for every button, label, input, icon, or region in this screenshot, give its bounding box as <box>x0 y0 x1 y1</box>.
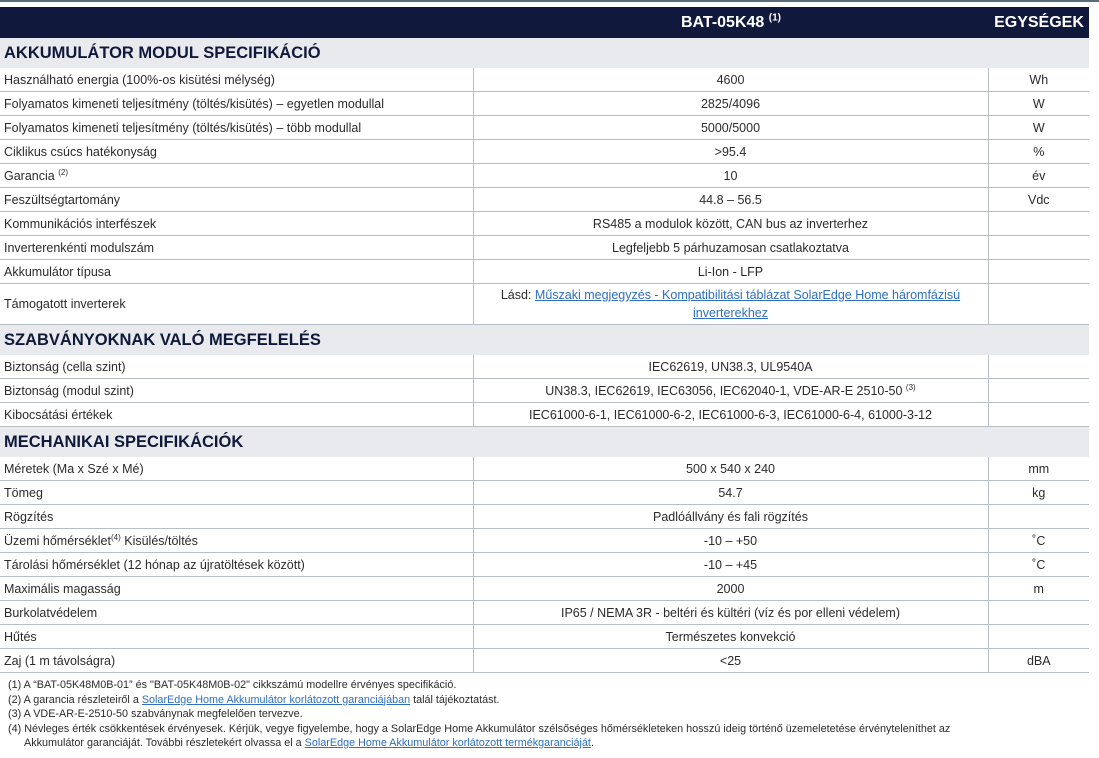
section-title: MECHANIKAI SPECIFIKÁCIÓK <box>0 427 1089 458</box>
row-value: 2000 <box>473 577 988 601</box>
row-unit <box>988 355 1089 379</box>
table-row <box>0 140 1089 164</box>
section-title: SZABVÁNYOKNAK VALÓ MEGFELELÉS <box>0 325 1089 356</box>
footnote-ref: (2) <box>58 167 68 177</box>
row-label: Burkolatvédelem <box>0 601 473 625</box>
table-row <box>0 625 1089 649</box>
row-unit <box>988 403 1089 427</box>
footnotes <box>8 678 1088 751</box>
row-value: Li-Ion - LFP <box>473 260 988 284</box>
table-row <box>0 236 1089 260</box>
row-label: Folyamatos kimeneti teljesítmény (töltés/kisütés) – több modullal <box>0 116 473 140</box>
row-value: 4600 <box>473 68 988 92</box>
table-row <box>0 284 1089 325</box>
row-unit: W <box>988 116 1089 140</box>
row-value-text: UN38.3, IEC62619, IEC63056, IEC62040-1, VDE-AR-E 2510-50 <box>545 383 903 398</box>
row-label: Zaj (1 m távolságra) <box>0 649 473 673</box>
section-mechanical <box>0 427 1089 458</box>
row-label: Méretek (Ma x Szé x Mé) <box>0 457 473 481</box>
table-row <box>0 92 1089 116</box>
row-value-prefix: Lásd: <box>500 288 535 302</box>
row-unit <box>988 505 1089 529</box>
row-label-suffix: Kisülés/töltés <box>120 533 198 548</box>
footnote-4-continued <box>8 736 1088 751</box>
table-row <box>0 601 1089 625</box>
table-row <box>0 649 1089 673</box>
section-standards <box>0 325 1089 356</box>
row-unit <box>988 236 1089 260</box>
row-unit <box>988 601 1089 625</box>
row-label: Feszültségtartomány <box>0 188 473 212</box>
footnote-2 <box>8 693 1088 708</box>
row-label: Biztonság (modul szint) <box>0 379 473 403</box>
table-row <box>0 212 1089 236</box>
row-unit <box>988 625 1089 649</box>
footnote-text: . <box>590 737 594 749</box>
row-unit <box>988 260 1089 284</box>
table-row <box>0 164 1089 188</box>
table-row <box>0 553 1089 577</box>
row-value <box>473 379 988 403</box>
row-unit <box>988 212 1089 236</box>
section-battery <box>0 38 1089 68</box>
row-label: Maximális magasság <box>0 577 473 601</box>
model-name: BAT-05K48 <box>681 14 765 31</box>
row-label: Inverterenkénti modulszám <box>0 236 473 260</box>
row-unit: kg <box>988 481 1089 505</box>
row-unit: dBA <box>988 649 1089 673</box>
row-label <box>0 164 473 188</box>
footnote-text: (2) A garancia részleteiről a <box>8 693 142 706</box>
product-warranty-link[interactable]: SolarEdge Home Akkumulátor korlátozott termékgaranciáját <box>304 737 591 749</box>
table-header <box>0 7 1089 38</box>
row-value: 54.7 <box>473 481 988 505</box>
row-value: 500 x 540 x 240 <box>473 457 988 481</box>
row-value: 10 <box>473 164 988 188</box>
row-value: 5000/5000 <box>473 116 988 140</box>
row-unit: m <box>988 577 1089 601</box>
units-header: EGYSÉGEK <box>994 14 1084 31</box>
row-value: -10 – +50 <box>473 529 988 553</box>
row-label: Kommunikációs interfészek <box>0 212 473 236</box>
row-label-text: Garancia <box>4 168 55 183</box>
table-row <box>0 188 1089 212</box>
row-label <box>0 529 473 553</box>
row-label: Támogatott inverterek <box>0 284 473 325</box>
row-label: Tárolási hőmérséklet (12 hónap az újratöltések között) <box>0 553 473 577</box>
footnote-text: Akkumulátor garanciáját. További részletekért olvassa el a <box>24 737 305 749</box>
footnote-ref: (3) <box>905 382 916 392</box>
row-value: RS485 a modulok között, CAN bus az inverterhez <box>473 212 988 236</box>
row-unit: év <box>988 164 1089 188</box>
row-value: <25 <box>473 649 988 673</box>
row-label-text: Üzemi hőmérséklet <box>4 533 111 548</box>
row-unit: W <box>988 92 1089 116</box>
table-row <box>0 529 1089 553</box>
row-unit: Wh <box>988 68 1089 92</box>
footnote-text: talál tájékoztatást. <box>410 693 500 706</box>
row-value: Padlóállvány és fali rögzítés <box>473 505 988 529</box>
table-row <box>0 355 1089 379</box>
row-label: Rögzítés <box>0 505 473 529</box>
row-label: Folyamatos kimeneti teljesítmény (töltés/kisütés) – egyetlen modullal <box>0 92 473 116</box>
compatibility-table-link[interactable]: Műszaki megjegyzés - Kompatibilitási táblázat SolarEdge Home háromfázisú inverterekhez <box>534 288 961 320</box>
table-row <box>0 260 1089 284</box>
row-unit: ˚C <box>988 529 1089 553</box>
row-label: Ciklikus csúcs hatékonyság <box>0 140 473 164</box>
row-unit: Vdc <box>988 188 1089 212</box>
table-row <box>0 457 1089 481</box>
row-label: Kibocsátási értékek <box>0 403 473 427</box>
table-row <box>0 481 1089 505</box>
table-row <box>0 505 1089 529</box>
row-label: Használható energia (100%-os kisütési mélység) <box>0 68 473 92</box>
footnote-4: (4) Névleges érték csökkentések érvényesek. Kérjük, vegye figyelembe, hogy a SolarEdge Home Akkumulátor szélsőséges hőmérsékleteken hosszú ideig történő üzemeletetése érvényteleníthet az <box>8 722 951 735</box>
row-label: Tömeg <box>0 481 473 505</box>
row-value: 44.8 – 56.5 <box>473 188 988 212</box>
row-value: >95.4 <box>473 140 988 164</box>
row-value: IEC62619, UN38.3, UL9540A <box>473 355 988 379</box>
row-label: Akkumulátor típusa <box>0 260 473 284</box>
row-unit <box>988 284 1089 325</box>
row-value: Legfeljebb 5 párhuzamosan csatlakoztatva <box>473 236 988 260</box>
table-row <box>0 116 1089 140</box>
table-row <box>0 68 1089 92</box>
footnote-3: (3) A VDE-AR-E-2510-50 szabványnak megfelelően tervezve. <box>8 708 303 720</box>
row-value: IP65 / NEMA 3R - beltéri és kültéri (víz és por elleni védelem) <box>473 601 988 625</box>
row-label: Biztonság (cella szint) <box>0 355 473 379</box>
row-unit: % <box>988 140 1089 164</box>
row-unit: mm <box>988 457 1089 481</box>
row-label: Hűtés <box>0 625 473 649</box>
top-divider <box>0 0 1099 2</box>
row-value: -10 – +45 <box>473 553 988 577</box>
row-value <box>473 284 988 325</box>
section-title: AKKUMULÁTOR MODUL SPECIFIKÁCIÓ <box>0 38 1089 68</box>
row-value: Természetes konvekció <box>473 625 988 649</box>
footnote-1: (1) A “BAT-05K48M0B-01” és "BAT-05K48M0B-02" cikkszámú modellre érvényes specifikáció. <box>8 679 457 691</box>
model-header <box>474 7 988 38</box>
row-unit: ˚C <box>988 553 1089 577</box>
spec-table <box>0 38 1089 673</box>
warranty-link[interactable]: SolarEdge Home Akkumulátor korlátozott garanciájában <box>141 693 411 706</box>
row-value: 2825/4096 <box>473 92 988 116</box>
model-footnote-ref: (1) <box>768 12 781 24</box>
row-unit <box>988 379 1089 403</box>
table-row <box>0 403 1089 427</box>
table-row <box>0 577 1089 601</box>
footnote-ref: (4) <box>110 532 121 542</box>
row-value: IEC61000-6-1, IEC61000-6-2, IEC61000-6-3, IEC61000-6-4, 61000-3-12 <box>473 403 988 427</box>
table-row <box>0 379 1089 403</box>
